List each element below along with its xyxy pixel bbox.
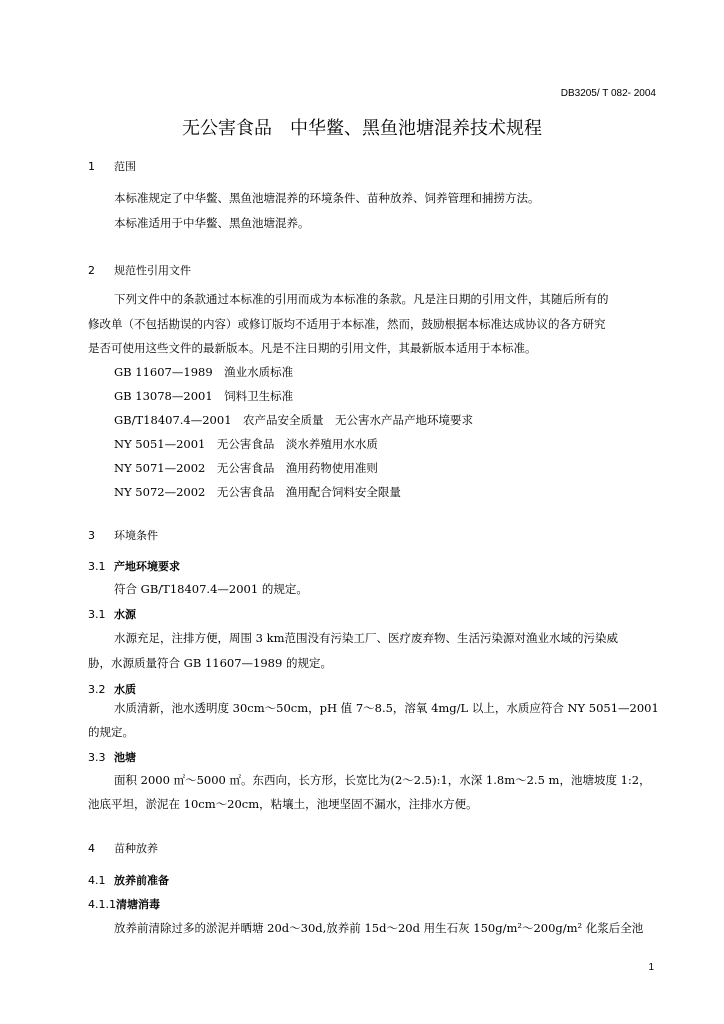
subsection-number: 3.3: [88, 751, 106, 764]
section-title: 规范性引用文件: [114, 264, 191, 277]
section-number: 1: [88, 160, 95, 173]
subsection-heading: [88, 606, 136, 622]
subsection-number: 3.1: [88, 608, 106, 621]
subsection-heading: [88, 558, 180, 574]
paragraph-line: 水源充足，注排方便，周围 3 km范围没有污染工厂、医疗废弃物、生活污染源对渔业水域的污染威: [114, 631, 618, 645]
section-number: 3: [88, 529, 95, 542]
paragraph-line: 是否可使用这些文件的最新版本。凡是不注日期的引用文件，其最新版本适用于本标准。: [88, 341, 537, 355]
page-number: 1: [648, 962, 654, 973]
reference-item: GB 11607—1989 渔业水质标准: [114, 365, 294, 379]
section-number: 4: [88, 842, 95, 855]
subsection-number: 4.1: [88, 874, 106, 887]
subsection-title: 清塘消毒: [116, 898, 160, 911]
section-1-heading: [88, 158, 136, 174]
section-title: 范围: [114, 160, 136, 173]
reference-item: NY 5072—2002 无公害食品 渔用配合饲料安全限量: [114, 485, 401, 499]
section-title: 环境条件: [114, 529, 158, 542]
subsection-heading: [88, 872, 169, 888]
subsection-heading: [88, 749, 136, 765]
section-3-heading: [88, 527, 158, 543]
reference-item: NY 5071—2002 无公害食品 渔用药物使用准则: [114, 461, 378, 475]
section-4-heading: [88, 840, 158, 856]
paragraph-line: 胁，水源质量符合 GB 11607—1989 的规定。: [88, 656, 332, 670]
subsection-heading: [88, 896, 160, 912]
paragraph-line: 放养前清除过多的淤泥并晒塘 20d～30d,放养前 15d～20d 用生石灰 150g/m²～200g/m² 化浆后全池: [114, 921, 644, 935]
section-2-heading: [88, 262, 191, 278]
paragraph-line: 池底平坦，淤泥在 10cm～20cm，粘壤土，池埂坚固不漏水，注排水方便。: [88, 797, 478, 811]
paragraph-line: 面积 2000 ㎡～5000 ㎡。东西向，长方形，长宽比为(2～2.5):1，水深 1.8m～2.5 m，池塘坡度 1:2，: [114, 773, 651, 787]
page-title: 无公害食品 中华鳖、黑鱼池塘混养技术规程: [182, 118, 542, 139]
subsection-heading: [88, 681, 136, 697]
subsection-title: 水源: [114, 608, 136, 621]
subsection-title: 产地环境要求: [114, 560, 180, 573]
subsection-title: 放养前准备: [114, 874, 169, 887]
reference-item: GB/T18407.4—2001 农产品安全质量 无公害水产品产地环境要求: [114, 413, 474, 427]
document-code: DB3205/ T 082- 2004: [560, 88, 656, 99]
paragraph-line: 的规定。: [88, 725, 134, 739]
subsection-number: 4.1.1: [88, 898, 116, 911]
subsection-title: 水质: [114, 683, 136, 696]
reference-item: GB 13078—2001 饲料卫生标准: [114, 389, 294, 403]
paragraph-line: 下列文件中的条款通过本标准的引用而成为本标准的条款。凡是注日期的引用文件，其随后所有的: [114, 292, 609, 306]
subsection-title: 池塘: [114, 751, 136, 764]
reference-item: NY 5051—2001 无公害食品 淡水养殖用水水质: [114, 437, 378, 451]
paragraph-line: 水质清新，池水透明度 30cm～50cm，pH 值 7～8.5，溶氧 4mg/L 以上，水质应符合 NY 5051—2001: [114, 701, 659, 715]
paragraph: 本标准规定了中华鳖、黑鱼池塘混养的环境条件、苗种放养、饲养管理和捕捞方法。: [114, 191, 540, 205]
section-number: 2: [88, 264, 95, 277]
subsection-number: 3.1: [88, 560, 106, 573]
paragraph: 本标准适用于中华鳖、黑鱼池塘混养。: [114, 216, 310, 230]
subsection-number: 3.2: [88, 683, 106, 696]
paragraph-line: 修改单（不包括勘误的内容）或修订版均不适用于本标准，然而，鼓励根据本标准达成协议的各方研究: [88, 317, 606, 331]
section-title: 苗种放养: [114, 842, 158, 855]
paragraph: 符合 GB/T18407.4—2001 的规定。: [114, 582, 308, 596]
